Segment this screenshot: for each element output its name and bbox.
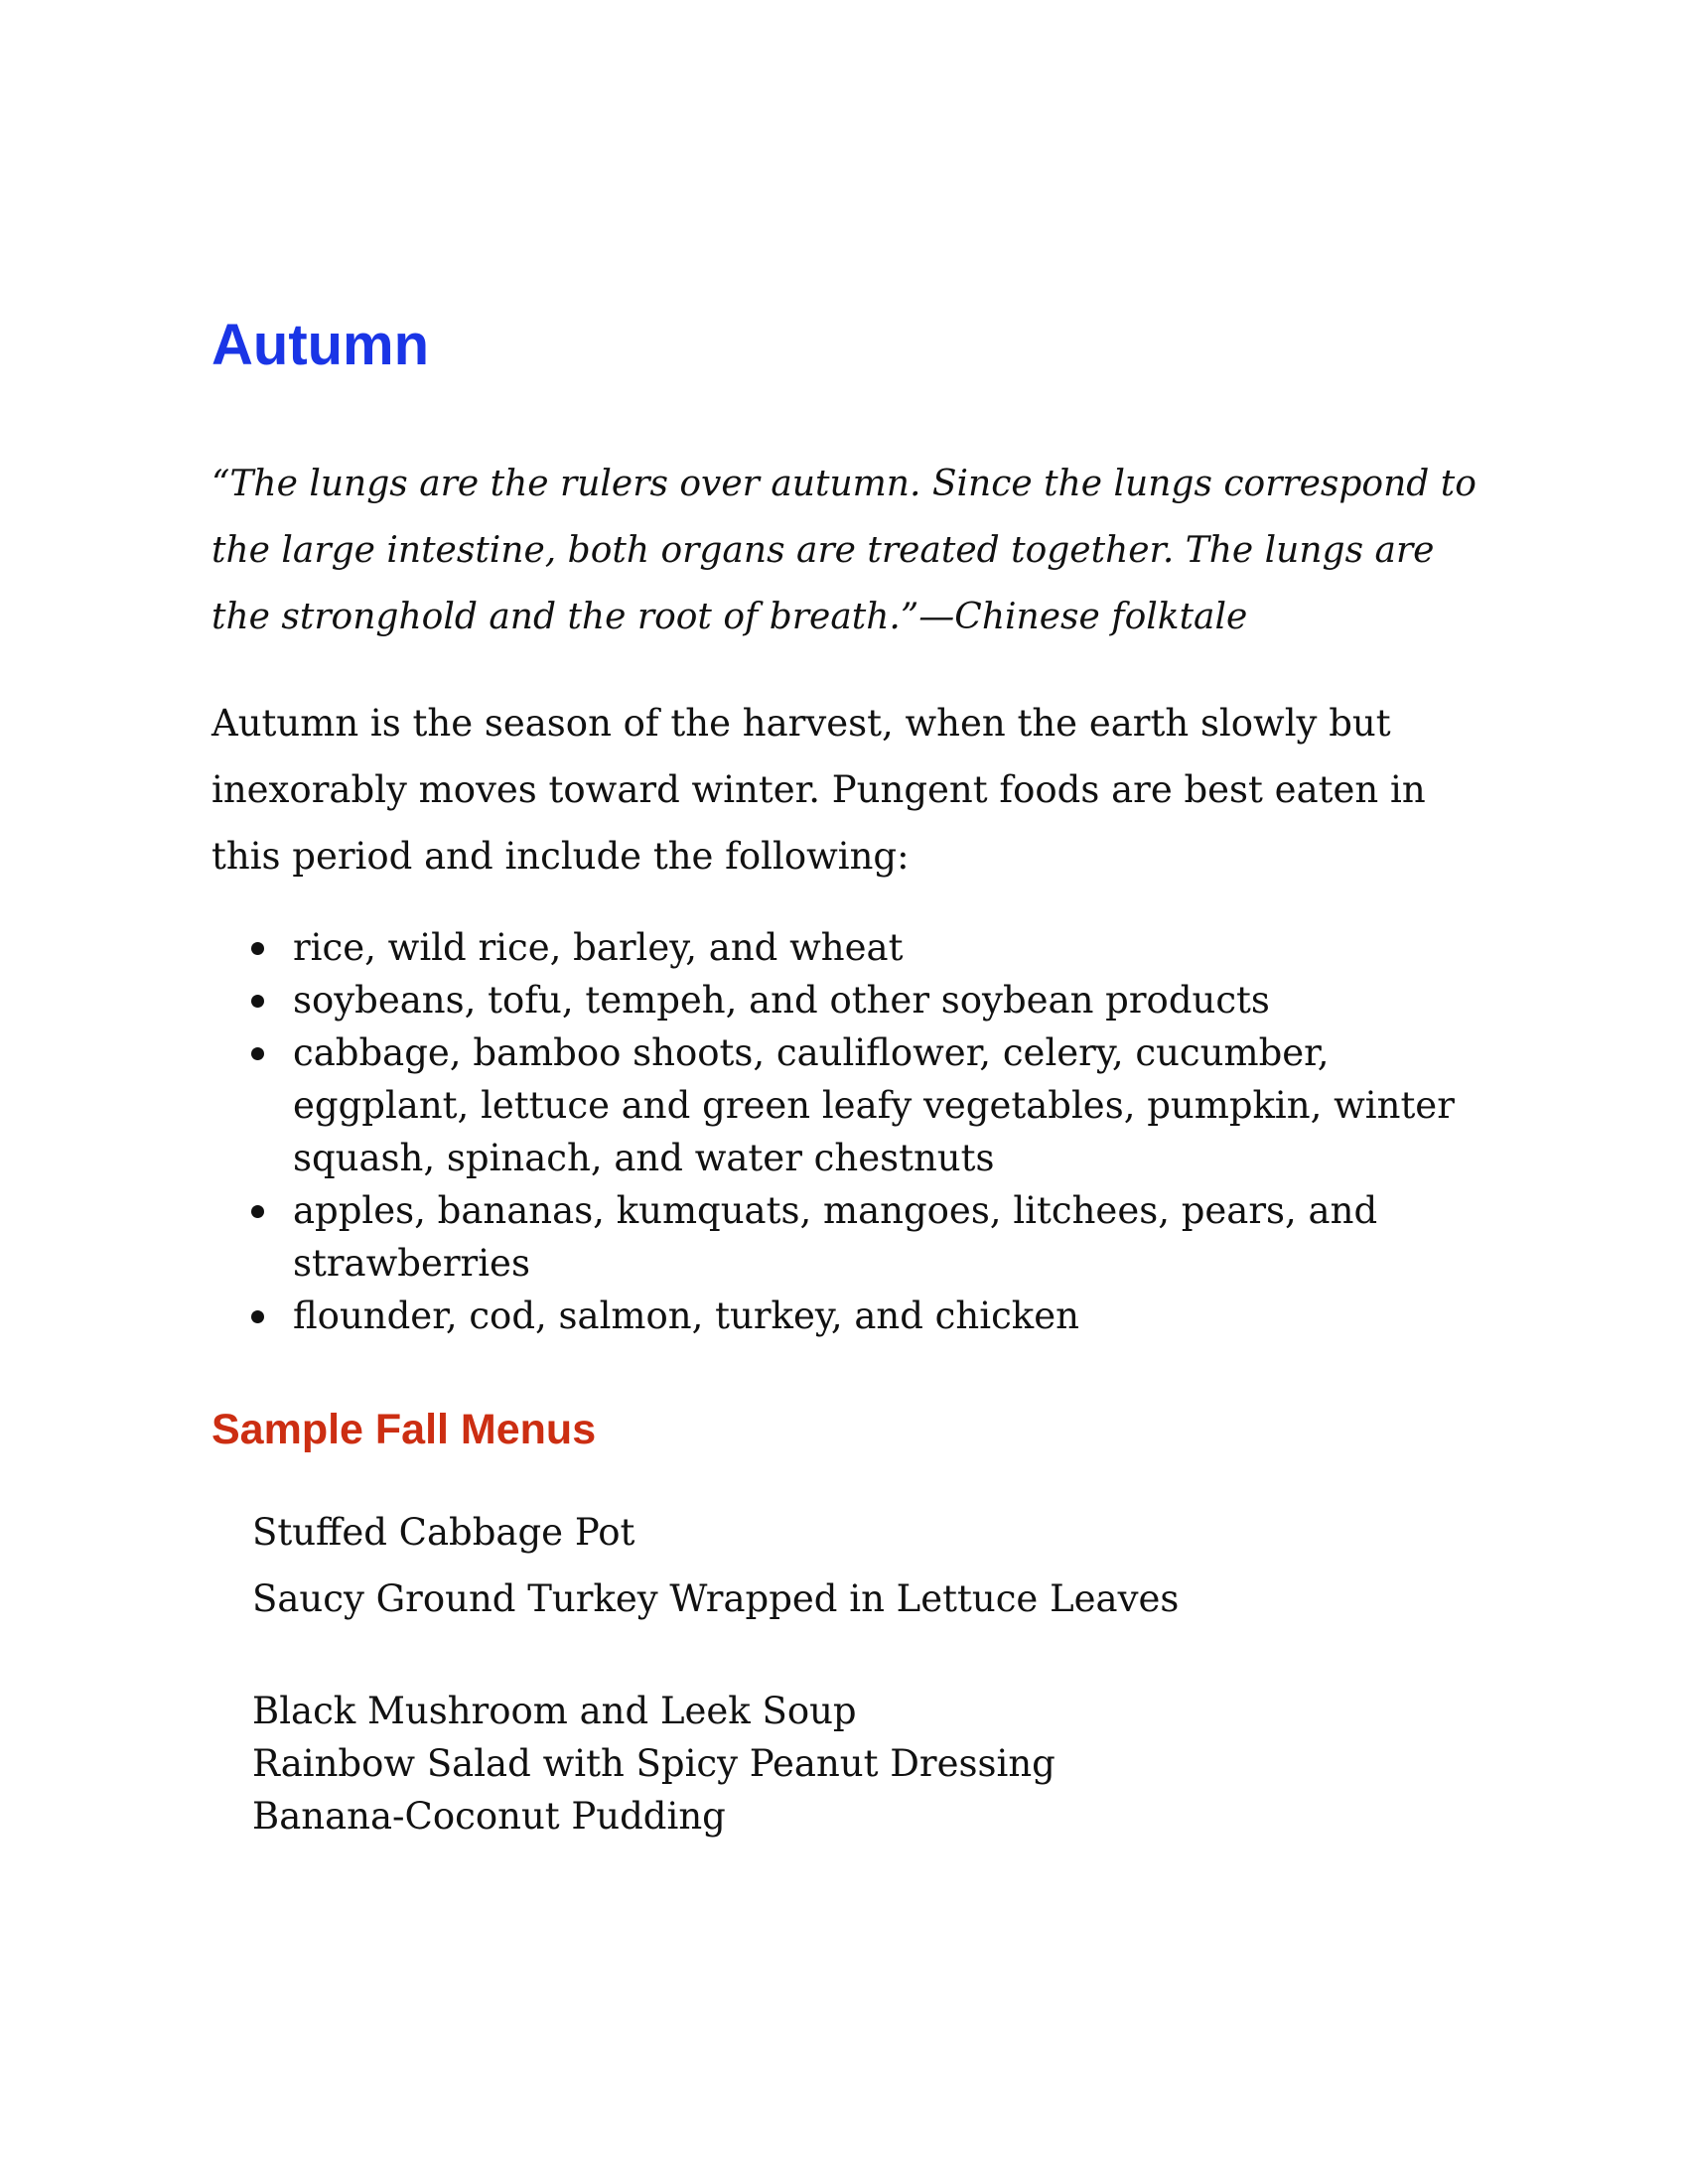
food-list-item <box>293 1026 1504 1184</box>
epigraph-quote: “The lungs are the rulers over autumn. Since the lungs correspond to the large intestine, both organs are treated together. The lungs are the stronghold and the root of breath.”—Chinese folktale <box>211 464 1477 637</box>
bullet-icon <box>251 942 264 955</box>
page-content <box>211 310 1502 1843</box>
menu-item: Stuffed Cabbage Pot <box>252 1511 635 1554</box>
intro-paragraph: Autumn is the season of the harvest, when the earth slowly but inexorably moves toward winter. Pungent foods are best eaten in this period and include the following: <box>211 702 1426 878</box>
food-list-item <box>293 1290 1504 1342</box>
food-list-item <box>293 921 1504 974</box>
menu-item: Black Mushroom and Leek Soup <box>252 1690 857 1732</box>
food-list-item <box>293 1184 1504 1290</box>
bullet-icon <box>251 995 264 1008</box>
food-list-item <box>293 974 1504 1026</box>
bullet-icon <box>251 1205 264 1218</box>
menu-item: Saucy Ground Turkey Wrapped in Lettuce Leaves <box>252 1577 1180 1620</box>
food-list <box>211 921 1504 1342</box>
food-item-text: apples, bananas, kumquats, mangoes, litchees, pears, and strawberries <box>293 1189 1378 1285</box>
bullet-icon <box>251 1047 264 1060</box>
food-item-text: soybeans, tofu, tempeh, and other soybean products <box>293 979 1270 1022</box>
menu-group-one <box>252 1499 1502 1632</box>
food-item-text: flounder, cod, salmon, turkey, and chicken <box>293 1295 1079 1337</box>
menu-group-two <box>252 1685 1502 1843</box>
page-title: Autumn <box>211 313 430 377</box>
food-item-text: cabbage, bamboo shoots, cauliflower, celery, cucumber, eggplant, lettuce and green leafy vegetables, pumpkin, winter squash, spinach, and water chestnuts <box>293 1031 1455 1179</box>
bullet-icon <box>251 1310 264 1323</box>
menus-heading: Sample Fall Menus <box>211 1406 597 1453</box>
food-item-text: rice, wild rice, barley, and wheat <box>293 926 904 969</box>
menu-item: Rainbow Salad with Spicy Peanut Dressing <box>252 1742 1055 1785</box>
menu-item: Banana-Coconut Pudding <box>252 1795 726 1838</box>
